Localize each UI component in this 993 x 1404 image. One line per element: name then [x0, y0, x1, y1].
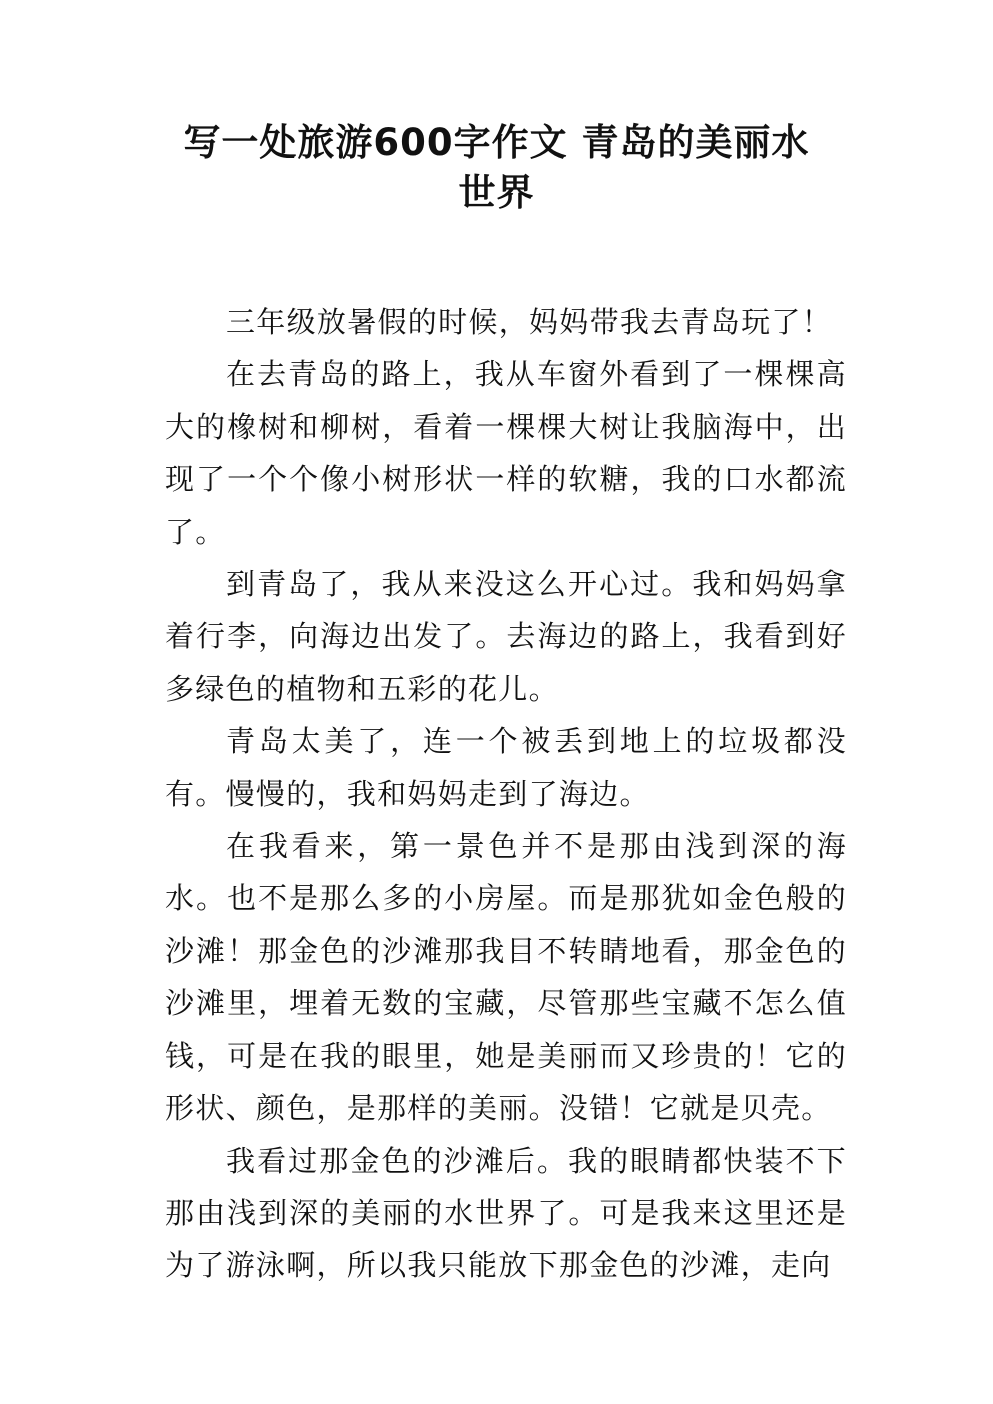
paragraph: 三年级放暑假的时候，妈妈带我去青岛玩了！: [226, 305, 833, 339]
paragraph: 在我看来，第一景色并不是那由浅到深的海水。也不是那么多的小房屋。而是那犹如金色般的沙滩！那金色的沙滩那我目不转睛地看，那金色的沙滩里，埋着无数的宝藏，尽管那些宝藏不怎么值钱，可是在我的眼里，她是美丽而又珍贵的！它的形状、颜色，是那样的美丽。没错！它就是贝壳。: [165, 829, 847, 1126]
paragraph: 我看过那金色的沙滩后。我的眼睛都快装不下那由浅到深的美丽的水世界了。可是我来这里还是为了游泳啊，所以我只能放下那金色的沙滩，走向: [165, 1143, 847, 1283]
paragraph: 青岛太美了，连一个被丢到地上的垃圾都没有。慢慢的，我和妈妈走到了海边。: [165, 724, 847, 811]
title-line-1: 写一处旅游600字作文 青岛的美丽水: [183, 121, 810, 164]
document-body: [165, 296, 847, 1292]
title-line-2: 世界: [458, 171, 535, 214]
paragraph: 在去青岛的路上，我从车窗外看到了一棵棵高大的橡树和柳树，看着一棵棵大树让我脑海中，出现了一个个像小树形状一样的软糖，我的口水都流了。: [165, 357, 847, 549]
paragraph: 到青岛了，我从来没这么开心过。我和妈妈拿着行李，向海边出发了。去海边的路上，我看到好多绿色的植物和五彩的花儿。: [165, 567, 847, 706]
document-title: [150, 118, 843, 218]
